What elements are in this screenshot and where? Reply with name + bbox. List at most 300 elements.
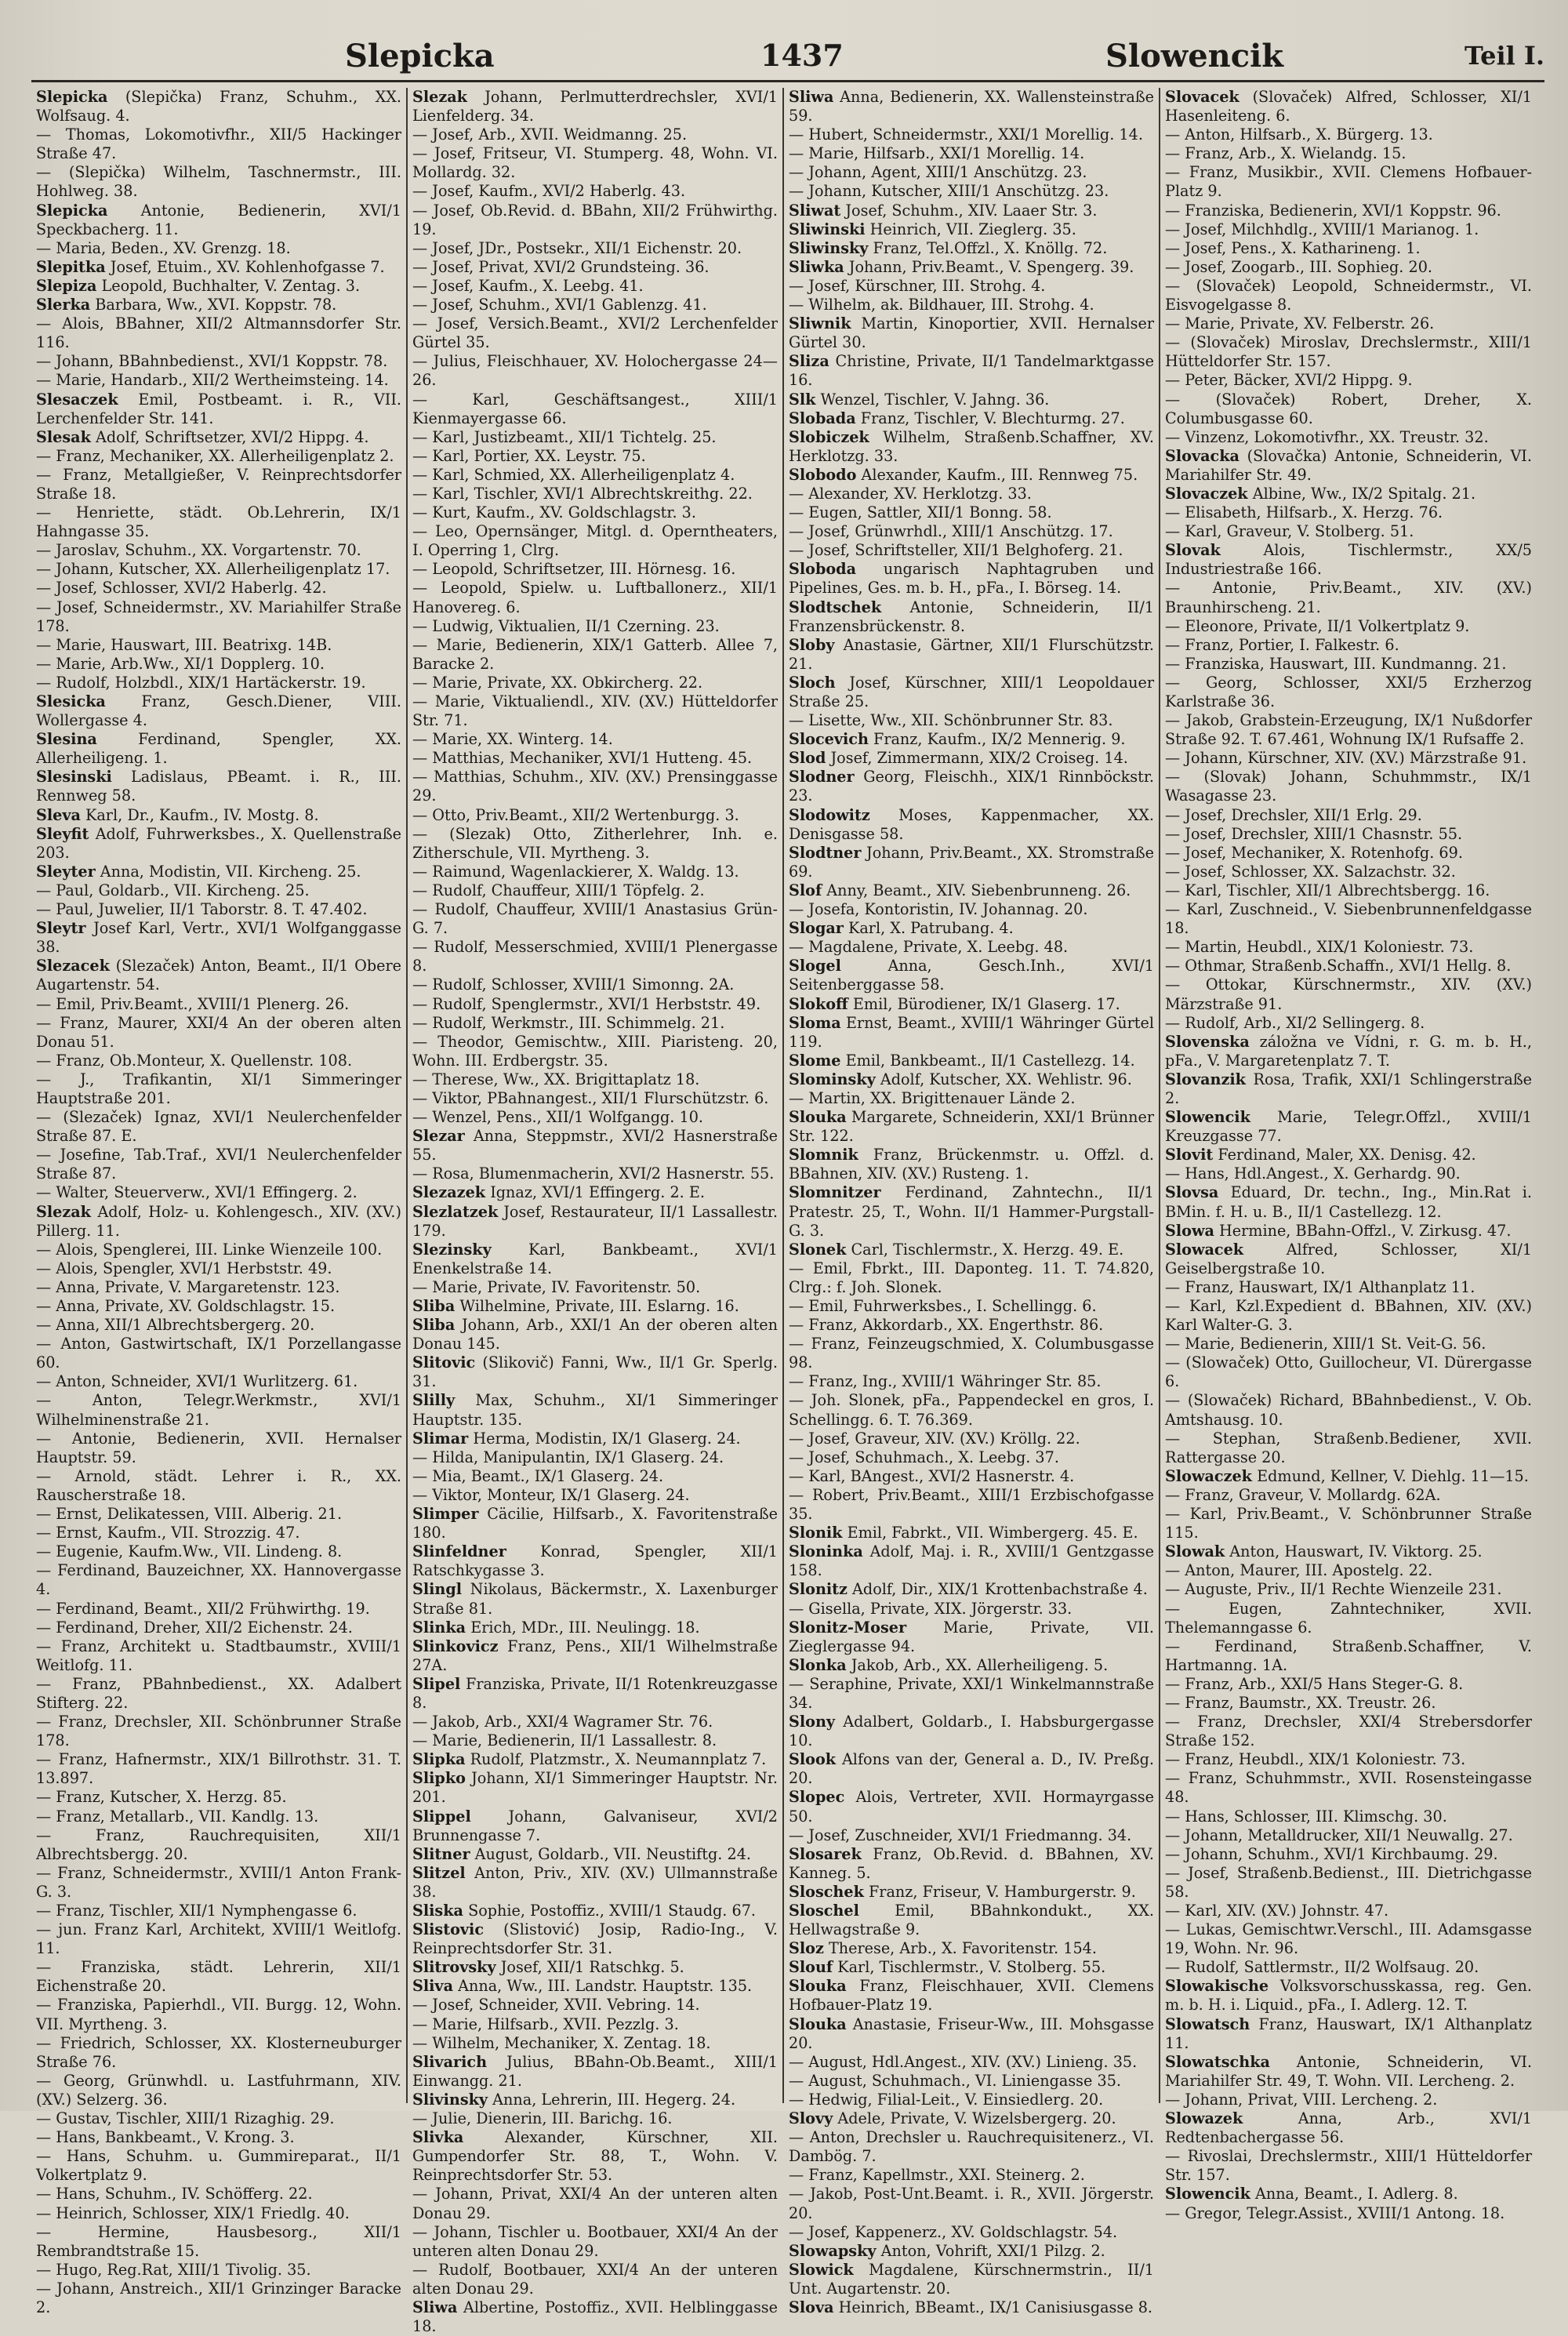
directory-entry: Sloch Josef, Kürschner, XIII/1 Leopoldauer Straße 25. (789, 673, 1154, 710)
directory-entry: — Friedrich, Schlosser, XX. Klosterneuburger Straße 76. (36, 2033, 401, 2071)
directory-entry: — Ferdinand, Bauzeichner, XX. Hannovergasse 4. (36, 1561, 401, 1599)
directory-entry: — Johann, Schuhm., XVI/1 Kirchbaumg. 29. (1165, 1844, 1498, 1863)
directory-entry: — Josef, JDr., Postsekr., XII/1 Eichenstr. 20. (412, 238, 742, 257)
directory-entry: Sleyter Anna, Modistin, VII. Kircheng. 25. (36, 862, 361, 881)
directory-entry: — Franz, Metallarb., VII. Kandlg. 13. (36, 1807, 319, 1826)
directory-entry: — Josef, Graveur, XIV. (XV.) Kröllg. 22. (789, 1429, 1080, 1448)
directory-entry: Slof Anny, Beamt., XIV. Siebenbrunneng. 26. (789, 881, 1131, 899)
directory-entry: — Josef, Grünwrhdl., XIII/1 Anschützg. 17. (789, 522, 1113, 541)
directory-entry: — Marie, Hilfsarb., XVII. Pezzlg. 3. (412, 2014, 679, 2033)
directory-entry: — Rudolf, Messerschmied, XVIII/1 Plenergasse 8. (412, 938, 778, 975)
directory-entry: Slitner August, Goldarb., VII. Neustiftg. 24. (412, 1844, 751, 1863)
directory-entry: — Karl, Geschäftsangest., XIII/1 Kienmayergasse 66. (412, 390, 778, 427)
directory-entry: — Franziska, Papierhdl., VII. Burgg. 12, Wohn. VII. Myrtheng. 3. (36, 1996, 401, 2033)
directory-entry: — Josef, Schriftsteller, XII/1 Belghoferg. 21. (789, 541, 1123, 560)
directory-entry: — Josef, Privat, XVI/2 Grundsteing. 36. (412, 257, 710, 276)
directory-entry: — Franz, Architekt u. Stadtbaumstr., XVIII/1 Weitlofg. 11. (36, 1637, 401, 1674)
directory-entry: Slowacek Alfred, Schlosser, XI/1 Geiselbergstraße 10. (1165, 1240, 1532, 1277)
directory-entry: — Anton, Schneider, XVI/1 Wurlitzerg. 61. (36, 1372, 358, 1391)
directory-entry: — Ferdinand, Beamt., XII/2 Frühwirthg. 19. (36, 1599, 370, 1618)
directory-entry: — Eugen, Zahntechniker, XVII. Thelemanngasse 6. (1165, 1599, 1532, 1637)
directory-entry: Sleytr Josef Karl, Vertr., XVI/1 Wolfganggasse 38. (36, 919, 401, 957)
directory-entry: — Johann, Privat, VIII. Lercheng. 2. (1165, 2090, 1438, 2109)
directory-entry: — (Slovak) Johann, Schuhmmstr., IX/1 Wasagasse 23. (1165, 768, 1532, 805)
directory-entry: Slonka Jakob, Arb., XX. Allerheiligeng. 5. (789, 1655, 1109, 1674)
directory-entry: — Franz, Ob.Monteur, X. Quellenstr. 108. (36, 1051, 353, 1070)
directory-entry: — Franz, Drechsler, XXI/4 Strebersdorfer Straße 152. (1165, 1713, 1532, 1750)
directory-entry: — Ottokar, Kürschnermstr., XIV. (XV.) Märzstraße 91. (1165, 975, 1532, 1013)
directory-entry: — Lisette, Ww., XII. Schönbrunner Str. 83. (789, 711, 1113, 730)
directory-entry: Sloboda ungarisch Naphtagruben und Pipelines, Ges. m. b. H., pFa., I. Börseg. 14. (789, 560, 1154, 598)
directory-entry: — Josef, Schlosser, XX. Salzachstr. 32. (1165, 862, 1456, 881)
directory-entry: — (Slezak) Otto, Zitherlehrer, Inh. e. Zitherschule, VII. Myrtheng. 3. (412, 824, 778, 862)
directory-entry: — Anna, Private, XV. Goldschlagstr. 15. (36, 1297, 336, 1315)
directory-entry: — Marie, Bedienerin, XIII/1 St. Veit-G. 56. (1165, 1335, 1486, 1353)
directory-entry: — Alois, BBahner, XII/2 Altmannsdorfer Str. 116. (36, 314, 401, 352)
directory-entry: Slodner Georg, Fleischh., XIX/1 Rinnböckstr. 23. (789, 768, 1154, 805)
directory-entry: — Alois, Spengler, XVI/1 Herbststr. 49. (36, 1259, 332, 1277)
directory-entry: — Franz, Hafnermstr., XIX/1 Billrothstr. 31. T. 13.897. (36, 1750, 401, 1788)
directory-entry: Slepicka Antonie, Bedienerin, XVI/1 Speckbacherg. 11. (36, 201, 401, 238)
directory-entry: — Emil, Fbrkt., III. Daponteg. 11. T. 74.820, Clrg.: f. Joh. Slonek. (789, 1259, 1154, 1296)
directory-entry: Slesinski Ladislaus, PBeamt. i. R., III. Rennweg 58. (36, 768, 401, 805)
directory-entry: — Hedwig, Filial-Leit., V. Einsiedlerg. 20. (789, 2090, 1104, 2109)
directory-entry: Slowazek Anna, Arb., XVI/1 Redtenbachergasse 56. (1165, 2109, 1532, 2147)
directory-entry: Slovak Alois, Tischlermstr., XX/5 Industriestraße 166. (1165, 541, 1532, 579)
directory-entry: — Kurt, Kaufm., XV. Goldschlagstr. 3. (412, 503, 696, 522)
directory-entry: — Matthias, Mechaniker, XVI/1 Hutteng. 45. (412, 749, 753, 768)
directory-entry: — Robert, Priv.Beamt., XIII/1 Erzbischofgasse 35. (789, 1485, 1154, 1524)
column-3 (784, 88, 1160, 2316)
directory-entry: — Wilhelm, Mechaniker, X. Zentag. 18. (412, 2033, 711, 2052)
directory-entry: Slocevich Franz, Kaufm., IX/2 Mennerig. 9. (789, 730, 1126, 749)
directory-entry: — Johann, Tischler u. Bootbauer, XXI/4 An der unteren alten Donau 29. (412, 2222, 778, 2260)
directory-entry: — Eugen, Sattler, XII/1 Bonng. 58. (789, 503, 1052, 522)
directory-entry: — Viktor, Monteur, IX/1 Glaserg. 24. (412, 1485, 690, 1504)
directory-entry: — (Slepička) Wilhelm, Taschnermstr., III. Hohlweg. 38. (36, 163, 401, 201)
directory-entry: Slowick Magdalene, Kürschnermstrin., II/1 Unt. Augartenstr. 20. (789, 2260, 1154, 2298)
directory-entry: — Karl, Tischler, XVI/1 Albrechtskreithg. 22. (412, 484, 753, 503)
page-header (31, 38, 1544, 77)
directory-entry: — Franz, Schneidermstr., XVIII/1 Anton Frank-G. 3. (36, 1863, 401, 1901)
directory-entry: Slovacka (Slovačka) Antonie, Schneiderin, VI. Mariahilfer Str. 49. (1165, 446, 1532, 484)
directory-entry: Slod Josef, Zimmermann, XIX/2 Croiseg. 14. (789, 749, 1128, 768)
directory-entry: — Alexander, XV. Herklotzg. 33. (789, 484, 1032, 503)
directory-entry: — Karl, Justizbeamt., XII/1 Tichtelg. 25. (412, 427, 717, 446)
directory-entry: Slk Wenzel, Tischler, V. Jahng. 36. (789, 390, 1050, 409)
directory-entry: Slowencik Marie, Telegr.Offzl., XVIII/1 Kreuzgasse 77. (1165, 1108, 1532, 1146)
directory-entry: Slitzel Anton, Priv., XIV. (XV.) Ullmannstraße 38. (412, 1863, 778, 1901)
directory-entry: — Johann, Privat, XXI/4 An der unteren alten Donau 29. (412, 2185, 778, 2222)
directory-entry: Slepicka (Slepička) Franz, Schuhm., XX. Wolfsaug. 4. (36, 88, 401, 125)
directory-entry: — Maria, Beden., XV. Grenzg. 18. (36, 238, 291, 257)
directory-entry: Sloz Therese, Arb., X. Favoritenstr. 154. (789, 1939, 1097, 1958)
directory-entry: — Karl, BAngest., XVI/2 Hasnerstr. 4. (789, 1466, 1075, 1485)
directory-entry: Slovy Adele, Private, V. Wizelsbergerg. 20. (789, 2109, 1116, 2128)
directory-entry: — Paul, Goldarb., VII. Kircheng. 25. (36, 881, 310, 899)
directory-entry: — Georg, Schlosser, XXI/5 Erzherzog Karlstraße 36. (1165, 673, 1532, 710)
directory-entry: — Marie, Private, XV. Felberstr. 26. (1165, 314, 1435, 333)
directory-entry: — Henriette, städt. Ob.Lehrerin, IX/1 Hahngasse 35. (36, 503, 401, 541)
directory-entry: — Josef, Kaufm., X. Leebg. 41. (412, 276, 644, 295)
directory-entry: Slesicka Franz, Gesch.Diener, VIII. Wollergasse 4. (36, 692, 401, 730)
directory-entry: — Josef, Kürschner, III. Strohg. 4. (789, 276, 1046, 295)
directory-entry: — Josef, Zuschneider, XVI/1 Friedmanng. 34. (789, 1826, 1132, 1844)
directory-entry: Slitrovsky Josef, XII/1 Ratschkg. 5. (412, 1958, 684, 1977)
directory-entry: Slopec Alois, Vertreter, XVII. Hormayrgasse 50. (789, 1788, 1154, 1826)
directory-entry: Slovanzik Rosa, Trafik, XXI/1 Schlingerstraße 2. (1165, 1070, 1532, 1107)
directory-entry: Slepiza Leopold, Buchhalter, V. Zentag. 3. (36, 276, 361, 295)
directory-entry: — Josef, Versich.Beamt., XVI/2 Lerchenfelder Gürtel 35. (412, 314, 778, 352)
directory-entry: — Franz, Graveur, V. Mollardg. 62A. (1165, 1485, 1441, 1504)
directory-entry: — Gisella, Private, XIX. Jörgerstr. 33. (789, 1599, 1073, 1618)
directory-entry: Slowapsky Anton, Vohrift, XXI/1 Pilzg. 2. (789, 2241, 1105, 2260)
directory-entry: — Franz, Akkordarb., XX. Engerthstr. 86. (789, 1316, 1104, 1335)
directory-entry: — Josef, Mechaniker, X. Rotenhofg. 69. (1165, 843, 1463, 862)
directory-entry: — Vinzenz, Lokomotivfhr., XX. Treustr. 32. (1165, 427, 1489, 446)
directory-entry: Slomnik Franz, Brückenmstr. u. Offzl. d. BBahnen, XIV. (XV.) Rusteng. 1. (789, 1146, 1154, 1183)
directory-entry: — Gregor, Telegr.Assist., XVIII/1 Antong. 18. (1165, 2203, 1505, 2222)
directory-entry: — Eleonore, Private, II/1 Volkertplatz 9. (1165, 616, 1470, 635)
directory-entry: Slimper Cäcilie, Hilfsarb., X. Favoritenstraße 180. (412, 1505, 778, 1542)
directory-entry: Slinfeldner Konrad, Spengler, XII/1 Ratschkygasse 3. (412, 1542, 778, 1580)
directory-entry: Sloninka Adolf, Maj. i. R., XVIII/1 Gentzgasse 158. (789, 1542, 1154, 1580)
directory-entry: — Raimund, Wagenlackierer, X. Waldg. 13. (412, 862, 739, 881)
directory-entry: — Rudolf, Chauffeur, XVIII/1 Anastasius Grün-G. 7. (412, 900, 778, 938)
directory-entry: — Franz, Feinzeugschmied, X. Columbusgasse 98. (789, 1335, 1154, 1372)
directory-entry: — Matthias, Schuhm., XIV. (XV.) Prensinggasse 29. (412, 768, 778, 805)
directory-entry: — Josefine, Tab.Traf., XVI/1 Neulerchenfelder Straße 87. (36, 1146, 401, 1183)
directory-entry: Sloma Ernst, Beamt., XVIII/1 Währinger Gürtel 119. (789, 1013, 1154, 1051)
directory-entry: Slook Alfons van der, General a. D., IV. Preßg. 20. (789, 1750, 1154, 1788)
directory-entry: — Martin, XX. Brigittenauer Lände 2. (789, 1088, 1076, 1107)
directory-entry: Slingl Nikolaus, Bäckermstr., X. Laxenburger Straße 81. (412, 1580, 778, 1618)
directory-entry: — Marie, Hauswart, III. Beatrixg. 14B. (36, 635, 332, 654)
directory-entry: — Leopold, Spielw. u. Luftballonerz., XII/1 Hanovereg. 6. (412, 579, 778, 616)
directory-entry: Sliva Anna, Ww., III. Landstr. Hauptstr. 135. (412, 1977, 753, 1996)
directory-entry: Slouka Margarete, Schneiderin, XXI/1 Brünner Str. 122. (789, 1108, 1154, 1146)
directory-entry: — Marie, Private, XX. Obkircherg. 22. (412, 673, 703, 692)
directory-entry: — Marie, Handarb., XII/2 Wertheimsteing. 14. (36, 371, 389, 390)
directory-entry: — Josef, Schneidermstr., XV. Mariahilfer Straße 178. (36, 598, 401, 635)
directory-entry: Slinkovicz Franz, Pens., XII/1 Wilhelmstraße 27A. (412, 1637, 778, 1674)
directory-entry: — Hermine, Hausbesorg., XII/1 Rembrandtstraße 15. (36, 2222, 401, 2260)
directory-entry: — Seraphine, Private, XXI/1 Winkelmannstraße 34. (789, 1674, 1154, 1712)
header-last-name: Slowencik (1105, 38, 1283, 74)
directory-entry: — Franz, Heubdl., XIX/1 Koloniestr. 73. (1165, 1750, 1466, 1769)
directory-entry: Slouf Karl, Tischlermstr., V. Stolberg. 55. (789, 1958, 1106, 1977)
directory-entry: Slobodo Alexander, Kaufm., III. Rennweg 75. (789, 465, 1138, 484)
directory-entry: Slominsky Adolf, Kutscher, XX. Wehlistr. 96. (789, 1070, 1132, 1088)
directory-entry: Slobada Franz, Tischler, V. Blechturmg. 27. (789, 409, 1125, 427)
directory-entry: — Rudolf, Spenglermstr., XVI/1 Herbststr. 49. (412, 994, 761, 1013)
directory-entry: — Jakob, Grabstein-Erzeugung, IX/1 Nußdorfer Straße 92. T. 67.461, Wohnung IX/1 Rufsaffe 2. (1165, 711, 1532, 749)
directory-entry: — Josef, Arb., XVII. Weidmanng. 25. (412, 125, 688, 144)
directory-entry: Slerka Barbara, Ww., XVI. Koppstr. 78. (36, 296, 337, 314)
directory-entry: Slovaczek Albine, Ww., IX/2 Spitalg. 21. (1165, 484, 1476, 503)
directory-entry: — Anna, XII/1 Albrechtsbergerg. 20. (36, 1316, 315, 1335)
directory-entry: — Josefa, Kontoristin, IV. Johannag. 20. (789, 900, 1088, 919)
directory-entry: — Hilda, Manipulantin, IX/1 Glaserg. 24. (412, 1448, 724, 1466)
directory-entry: — Anna, Private, V. Margaretenstr. 123. (36, 1277, 340, 1296)
directory-entry: Slouka Franz, Fleischhauer, XVII. Clemens Hofbauer-Platz 19. (789, 1977, 1154, 2014)
directory-entry: — (Slovaček) Leopold, Schneidermstr., VI. Eisvogelgasse 8. (1165, 276, 1532, 314)
directory-entry: Slogar Karl, X. Patrubang. 4. (789, 919, 1014, 938)
directory-entry: Slipko Johann, XI/1 Simmeringer Hauptstr. Nr. 201. (412, 1769, 778, 1807)
directory-entry: Slesak Adolf, Schriftsetzer, XVI/2 Hippg. 4. (36, 427, 369, 446)
directory-entry: Slepitka Josef, Etuim., XV. Kohlenhofgasse 7. (36, 257, 385, 276)
directory-entry: — Josef, Pens., X. Katharineng. 1. (1165, 238, 1421, 257)
directory-entry: — Josef, Schuhm., XVI/1 Gablenzg. 41. (412, 296, 707, 314)
directory-entry: Slivarich Julius, BBahn-Ob.Beamt., XIII/1 Einwangg. 21. (412, 2052, 778, 2090)
directory-entry: — Rudolf, Bootbauer, XXI/4 An der unteren alten Donau 29. (412, 2260, 778, 2298)
directory-entry: Slimar Herma, Modistin, IX/1 Glaserg. 24. (412, 1429, 741, 1448)
directory-entry: — Johann, Metalldrucker, XII/1 Neuwallg. 27. (1165, 1826, 1513, 1844)
directory-entry: — Karl, Tischler, XII/1 Albrechtsbergg. 16. (1165, 881, 1490, 899)
directory-entry: Slezak Adolf, Holz- u. Kohlengesch., XIV. (XV.) Pillerg. 11. (36, 1202, 401, 1240)
directory-entry: — Rudolf, Werkmstr., III. Schimmelg. 21. (412, 1013, 725, 1032)
directory-entry: — August, Schuhmach., VI. Liniengasse 35. (789, 2071, 1121, 2090)
directory-entry: Sloschel Emil, BBahnkondukt., XX. Hellwagstraße 9. (789, 1902, 1154, 1939)
directory-entry: — Franz, Portier, I. Falkestr. 6. (1165, 635, 1399, 654)
directory-entry: — Julie, Dienerin, III. Barichg. 16. (412, 2109, 673, 2128)
directory-entry: — Josef, Schlosser, XVI/2 Haberlg. 42. (36, 579, 327, 598)
directory-entry: — Franz, Arb., XXI/5 Hans Steger-G. 8. (1165, 1674, 1464, 1693)
directory-entry: — Stephan, Straßenb.Bediener, XVII. Rattergasse 20. (1165, 1429, 1532, 1466)
directory-entry: — Rosa, Blumenmacherin, XVI/2 Hasnerstr. 55. (412, 1164, 775, 1183)
directory-entry: — Paul, Juwelier, II/1 Taborstr. 8. T. 47.402. (36, 900, 368, 919)
directory-entry: — Anton, Hilfsarb., X. Bürgerg. 13. (1165, 125, 1433, 144)
directory-entry: — Viktor, PBahnangest., XII/1 Flurschützstr. 6. (412, 1088, 769, 1107)
directory-entry: — Anton, Maurer, III. Apostelg. 22. (1165, 1561, 1433, 1580)
directory-entry: — Therese, Ww., XX. Brigittaplatz 18. (412, 1070, 700, 1088)
directory-entry: — Josef, Schneider, XVII. Vebring. 14. (412, 1996, 700, 2014)
directory-entry: — Ernst, Kaufm., VII. Strozzig. 47. (36, 1524, 300, 1542)
directory-entry: Slodtner Johann, Priv.Beamt., XX. Stromstraße 69. (789, 843, 1154, 881)
directory-entry: Slezinsky Karl, Bankbeamt., XVI/1 Enenkelstraße 14. (412, 1240, 778, 1277)
directory-entry: — Karl, Priv.Beamt., V. Schönbrunner Straße 115. (1165, 1505, 1532, 1542)
directory-entry: Sleva Karl, Dr., Kaufm., IV. Mostg. 8. (36, 805, 319, 824)
directory-entry: Slome Emil, Bankbeamt., II/1 Castellezg. 14. (789, 1051, 1135, 1070)
directory-entry: — Josef, Kaufm., XVI/2 Haberlg. 43. (412, 182, 686, 201)
directory-entry: — Josef, Fritseur, VI. Stumperg. 48, Wohn. VI. Mollardg. 32. (412, 144, 778, 182)
directory-entry: Slovsa Eduard, Dr. techn., Ing., Min.Rat i. BMin. f. H. u. B., II/1 Castellezg. 12. (1165, 1183, 1532, 1221)
directory-entry: — Ferdinand, Straßenb.Schaffner, V. Hartmanng. 1A. (1165, 1637, 1532, 1674)
directory-entry: Sliska Sophie, Postoffiz., XVIII/1 Staudg. 67. (412, 1902, 757, 1920)
directory-entry: — Hans, Bankbeamt., V. Krong. 3. (36, 2128, 295, 2147)
directory-entry: — Emil, Fuhrwerksbes., I. Schellingg. 6. (789, 1297, 1097, 1315)
directory-entry: — Hubert, Schneidermstr., XXI/1 Morellig. 14. (789, 125, 1143, 144)
directory-entry: Slodowitz Moses, Kappenmacher, XX. Denisgasse 58. (789, 805, 1154, 843)
directory-entry: — Rivoslai, Drechslermstr., XIII/1 Hütteldorfer Str. 157. (1165, 2147, 1532, 2185)
directory-entry: — Franz, PBahnbedienst., XX. Adalbert Stifterg. 22. (36, 1674, 401, 1712)
directory-entry: — Arnold, städt. Lehrer i. R., XX. Rauscherstraße 18. (36, 1466, 401, 1504)
directory-entry: — Josef, Drechsler, XIII/1 Chasnstr. 55. (1165, 824, 1463, 843)
directory-entry: Slipka Rudolf, Platzmstr., X. Neumannplatz 7. (412, 1750, 767, 1769)
directory-entry: Slistovic (Slistović) Josip, Radio-Ing., V. Reinprechtsdorfer Str. 31. (412, 1920, 778, 1958)
directory-entry: Sliwinsky Franz, Tel.Offzl., X. Knöllg. 72. (789, 238, 1108, 257)
directory-entry: Sliwnik Martin, Kinoportier, XVII. Hernalser Gürtel 30. (789, 314, 1154, 352)
directory-entry: Slezak Johann, Perlmutterdrechsler, XVI/1 Lienfelderg. 34. (412, 88, 778, 125)
directory-entry: Slowa Hermine, BBahn-Offzl., V. Zirkusg. 47. (1165, 1221, 1512, 1240)
directory-columns (31, 88, 1544, 2336)
directory-entry: — Heinrich, Schlosser, XIX/1 Friedlg. 40. (36, 2203, 350, 2222)
directory-entry: Slonik Emil, Fabrkt., VII. Wimbergerg. 45. E. (789, 1524, 1138, 1542)
directory-entry: — Marie, Hilfsarb., XXI/1 Morellig. 14. (789, 144, 1085, 163)
directory-entry: Slonitz Adolf, Dir., XIX/1 Krottenbachstraße 4. (789, 1580, 1148, 1599)
directory-entry: — Rudolf, Arb., XI/2 Sellingerg. 8. (1165, 1013, 1425, 1032)
directory-entry: — Martin, Heubdl., XIX/1 Koloniestr. 73. (1165, 938, 1474, 957)
directory-entry: — Leopold, Schriftsetzer, III. Hörnesg. 16. (412, 560, 736, 579)
directory-entry: Slovacek (Slovaček) Alfred, Schlosser, XI/1 Hasenleiteng. 6. (1165, 88, 1532, 125)
directory-entry: — Eugenie, Kaufm.Ww., VII. Lindeng. 8. (36, 1542, 343, 1561)
directory-entry: Slowaczek Edmund, Kellner, V. Diehlg. 11—15. (1165, 1466, 1529, 1485)
directory-entry: — Josef, Drechsler, XII/1 Erlg. 29. (1165, 805, 1422, 824)
directory-entry: — Walter, Steuerverw., XVI/1 Effingerg. 2. (36, 1183, 358, 1202)
directory-entry: — Franz, Kapellmstr., XXI. Steinerg. 2. (789, 2166, 1085, 2185)
directory-entry: — Rudolf, Holzbdl., XIX/1 Hartäckerstr. 19. (36, 673, 366, 692)
directory-entry: — Marie, XX. Winterg. 14. (412, 730, 613, 749)
directory-entry: Slomnitzer Ferdinand, Zahntechn., II/1 Pratestr. 25, T., Wohn. II/1 Hammer-Purgstall-G. 3. (789, 1183, 1154, 1240)
directory-entry: — Jaroslav, Schuhm., XX. Vorgartenstr. 70. (36, 541, 361, 560)
directory-entry: — Franz, Mechaniker, XX. Allerheiligenplatz 2. (36, 446, 394, 465)
directory-entry: — Franz, Hauswart, IX/1 Althanplatz 11. (1165, 1277, 1475, 1296)
directory-entry: — Josef, Ob.Revid. d. BBahn, XII/2 Frühwirthg. 19. (412, 201, 778, 238)
directory-entry: — Franz, Arb., X. Wielandg. 15. (1165, 144, 1406, 163)
directory-entry: — Antonie, Priv.Beamt., XIV. (XV.) Braunhirscheng. 21. (1165, 579, 1532, 616)
directory-entry: — Wilhelm, ak. Bildhauer, III. Strohg. 4. (789, 296, 1094, 314)
directory-entry: — Franz, Metallgießer, V. Reinprechtsdorfer Straße 18. (36, 465, 401, 503)
directory-entry: Slobiczek Wilhelm, Straßenb.Schaffner, XV. Herklotzg. 33. (789, 427, 1154, 465)
directory-entry: — Hans, Hdl.Angest., X. Gerhardg. 90. (1165, 1164, 1461, 1183)
directory-entry: Slowatsch Franz, Hauswart, IX/1 Althanplatz 11. (1165, 2014, 1532, 2052)
directory-entry: — Leo, Opernsänger, Mitgl. d. Operntheaters, I. Operring 1, Clrg. (412, 522, 778, 560)
directory-entry: Slesaczek Emil, Postbeamt. i. R., VII. Lerchenfelder Str. 141. (36, 390, 401, 427)
column-1 (31, 88, 408, 2316)
directory-entry: Sliba Johann, Arb., XXI/1 An der oberen alten Donau 145. (412, 1316, 778, 1353)
directory-entry: — Rudolf, Schlosser, XVIII/1 Simonng. 2A. (412, 975, 735, 994)
directory-entry: Slouka Anastasie, Friseur-Ww., III. Mohsgasse 20. (789, 2014, 1154, 2052)
directory-entry: — Theodor, Gemischtw., XIII. Piaristeng. 20, Wohn. III. Erdbergstr. 35. (412, 1032, 778, 1070)
directory-entry: Slonitz-Moser Marie, Private, VII. Zieglergasse 94. (789, 1618, 1154, 1655)
directory-entry: Slezlatzek Josef, Restaurateur, II/1 Lassallestr. 179. (412, 1202, 778, 1240)
directory-entry: — Karl, Graveur, V. Stolberg. 51. (1165, 522, 1414, 541)
directory-entry: — (Slowaček) Otto, Guillocheur, VI. Dürergasse 6. (1165, 1353, 1532, 1391)
directory-entry: — Lukas, Gemischtwr.Verschl., III. Adamsgasse 19, Wohn. Nr. 96. (1165, 1920, 1532, 1958)
directory-entry: — Hans, Schlosser, III. Klimschg. 30. (1165, 1807, 1447, 1826)
directory-entry: — Wenzel, Pens., XII/1 Wolfgangg. 10. (412, 1108, 704, 1127)
directory-entry: — Josef, Straßenb.Bedienst., III. Dietrichgasse 58. (1165, 1863, 1532, 1901)
header-rule (31, 80, 1544, 82)
directory-entry: — Johann, BBahnbedienst., XVI/1 Koppstr. 78. (36, 352, 388, 371)
directory-entry: Slosarek Franz, Ob.Revid. d. BBahnen, XV. Kanneg. 5. (789, 1844, 1154, 1882)
directory-entry: — Karl, XIV. (XV.) Johnstr. 47. (1165, 1902, 1389, 1920)
directory-entry: — Franz, Drechsler, XII. Schönbrunner Straße 178. (36, 1713, 401, 1750)
directory-entry: — Jakob, Post-Unt.Beamt. i. R., XVII. Jörgerstr. 20. (789, 2185, 1154, 2222)
directory-entry: Sliwat Josef, Schuhm., XIV. Laaer Str. 3. (789, 201, 1098, 220)
directory-entry: Slowatschka Antonie, Schneiderin, VI. Mariahilfer Str. 49, T. Wohn. VII. Lercheng. 2. (1165, 2052, 1532, 2090)
header-first-name: Slepicka (345, 38, 495, 74)
directory-entry: Slovenska záložna ve Vídni, r. G. m. b. H., pFa., V. Margaretenplatz 7. T. (1165, 1032, 1532, 1070)
directory-entry: — Emil, Priv.Beamt., XVIII/1 Plenerg. 26. (36, 994, 350, 1013)
directory-entry: — Josef, Milchhdlg., XVIII/1 Marianog. 1. (1165, 220, 1479, 238)
directory-entry: — Anton, Gastwirtschaft, IX/1 Porzellangasse 60. (36, 1335, 401, 1372)
directory-entry: — Marie, Arb.Ww., XI/1 Dopplerg. 10. (36, 654, 325, 673)
directory-entry: Slogel Anna, Gesch.Inh., XVI/1 Seitenberggasse 58. (789, 957, 1154, 994)
directory-entry: Slodtschek Antonie, Schneiderin, II/1 Franzensbrückenstr. 8. (789, 598, 1154, 635)
directory-entry: — Johann, Anstreich., XII/1 Grinzinger Baracke 2. (36, 2279, 401, 2316)
page-number: 1437 (760, 38, 844, 73)
directory-entry: — Hans, Schuhm., IV. Schöfferg. 22. (36, 2185, 313, 2203)
directory-entry: — Franz, Rauchrequisiten, XII/1 Albrechtsbergg. 20. (36, 1826, 401, 1863)
directory-entry: — jun. Franz Karl, Architekt, XVIII/1 Weitlofg. 11. (36, 1920, 401, 1958)
directory-entry: — Rudolf, Chauffeur, XIII/1 Töpfelg. 2. (412, 881, 705, 899)
directory-entry: Sloby Anastasie, Gärtner, XII/1 Flurschützstr. 21. (789, 635, 1154, 673)
directory-entry: — Franz, Baumstr., XX. Treustr. 26. (1165, 1693, 1436, 1712)
directory-entry: — Josef, Kappenerz., XV. Goldschlagstr. 54. (789, 2222, 1118, 2241)
directory-entry: Slilly Max, Schuhm., XI/1 Simmeringer Hauptstr. 135. (412, 1391, 778, 1429)
directory-entry: — Johann, Kutscher, XX. Allerheiligenplatz 17. (36, 560, 390, 579)
directory-entry: — Mia, Beamt., IX/1 Glaserg. 24. (412, 1466, 664, 1485)
directory-entry: — Hans, Schuhm. u. Gummireparat., II/1 Volkertplatz 9. (36, 2147, 401, 2185)
directory-entry: — Georg, Grünwhdl. u. Lastfuhrmann, XIV. (XV.) Selzerg. 36. (36, 2071, 401, 2109)
directory-entry: — Magdalene, Private, X. Leebg. 48. (789, 938, 1069, 957)
column-4 (1160, 88, 1537, 2222)
directory-entry: Slova Heinrich, BBeamt., IX/1 Canisiusgasse 8. (789, 2298, 1153, 2316)
directory-entry: — Elisabeth, Hilfsarb., X. Herzg. 76. (1165, 503, 1443, 522)
directory-entry: Slovit Ferdinand, Maler, XX. Denisg. 42. (1165, 1146, 1476, 1164)
directory-entry: — Ernst, Delikatessen, VIII. Alberig. 21. (36, 1505, 343, 1524)
directory-entry: — Karl, Schmied, XX. Allerheiligenplatz 4. (412, 465, 735, 484)
directory-entry: Sliza Christine, Private, II/1 Tandelmarktgasse 16. (789, 352, 1154, 390)
directory-entry: Sliwinski Heinrich, VII. Zieglerg. 35. (789, 220, 1076, 238)
directory-entry: Slokoff Emil, Bürodiener, IX/1 Glaserg. 17. (789, 994, 1120, 1013)
directory-entry: — Karl, Zuschneid., V. Siebenbrunnenfeldgasse 18. (1165, 900, 1532, 938)
directory-entry: — (Slezaček) Ignaz, XVI/1 Neulerchenfelder Straße 87. E. (36, 1108, 401, 1146)
directory-entry: Slowencik Anna, Beamt., I. Adlerg. 8. (1165, 2185, 1458, 2203)
directory-entry: — Franz, Ing., XVIII/1 Währinger Str. 85. (789, 1372, 1102, 1391)
directory-entry: Sloschek Franz, Friseur, V. Hamburgerstr. 9. (789, 1882, 1136, 1901)
directory-entry: — Johann, Agent, XIII/1 Anschützg. 23. (789, 163, 1087, 182)
directory-entry: — Julius, Fleischhauer, XV. Holochergasse 24—26. (412, 352, 778, 390)
directory-entry: Slinka Erich, MDr., III. Neulingg. 18. (412, 1618, 700, 1637)
directory-entry: — Josef, Zoogarb., III. Sophieg. 20. (1165, 257, 1433, 276)
directory-entry: Slezacek (Slezaček) Anton, Beamt., II/1 Obere Augartenstr. 54. (36, 957, 401, 994)
directory-entry: — Anton, Drechsler u. Rauchrequisitenerz., VI. Dambög. 7. (789, 2128, 1154, 2166)
directory-entry: — Rudolf, Sattlermstr., II/2 Wolfsaug. 20. (1165, 1958, 1479, 1977)
directory-entry: — Franziska, städt. Lehrerin, XII/1 Eichenstraße 20. (36, 1958, 401, 1996)
directory-entry: — (Slovaček) Robert, Dreher, X. Columbusgasse 60. (1165, 390, 1532, 427)
directory-entry: — Franziska, Bedienerin, XVI/1 Koppstr. 96. (1165, 201, 1501, 220)
directory-entry: — Marie, Bedienerin, XIX/1 Gatterb. Allee 7, Baracke 2. (412, 635, 778, 673)
directory-entry: — Ferdinand, Dreher, XII/2 Eichenstr. 24. (36, 1618, 353, 1637)
directory-entry: — Gustav, Tischler, XIII/1 Rizaghig. 29. (36, 2109, 335, 2128)
directory-entry: — Othmar, Straßenb.Schaffn., XVI/1 Hellg. 8. (1165, 957, 1512, 975)
directory-entry: — Johann, Kutscher, XIII/1 Anschützg. 23. (789, 182, 1109, 201)
directory-entry: — August, Hdl.Angest., XIV. (XV.) Linieng. 35. (789, 2052, 1138, 2071)
directory-entry: Slitovic (Slikovič) Fanni, Ww., II/1 Gr. Sperlg. 31. (412, 1353, 778, 1391)
directory-entry: Slezar Anna, Steppmstr., XVI/2 Hasnerstraße 55. (412, 1127, 778, 1164)
directory-entry: — Johann, Kürschner, XIV. (XV.) Märzstraße 91. (1165, 749, 1527, 768)
directory-entry: — Hugo, Reg.Rat, XIII/1 Tivolig. 35. (36, 2260, 311, 2279)
directory-entry: — Jakob, Arb., XXI/4 Wagramer Str. 76. (412, 1713, 713, 1731)
directory-entry: Slony Adalbert, Goldarb., I. Habsburgergasse 10. (789, 1713, 1154, 1750)
directory-entry: Slonek Carl, Tischlermstr., X. Herzg. 49. E. (789, 1240, 1124, 1259)
directory-entry: — Antonie, Bedienerin, XVII. Hernalser Hauptstr. 59. (36, 1429, 401, 1466)
directory-entry: — Franz, Kutscher, X. Herzg. 85. (36, 1788, 287, 1807)
directory-entry: Sleyfit Adolf, Fuhrwerksbes., X. Quellenstraße 203. (36, 824, 401, 862)
column-2 (408, 88, 784, 2336)
